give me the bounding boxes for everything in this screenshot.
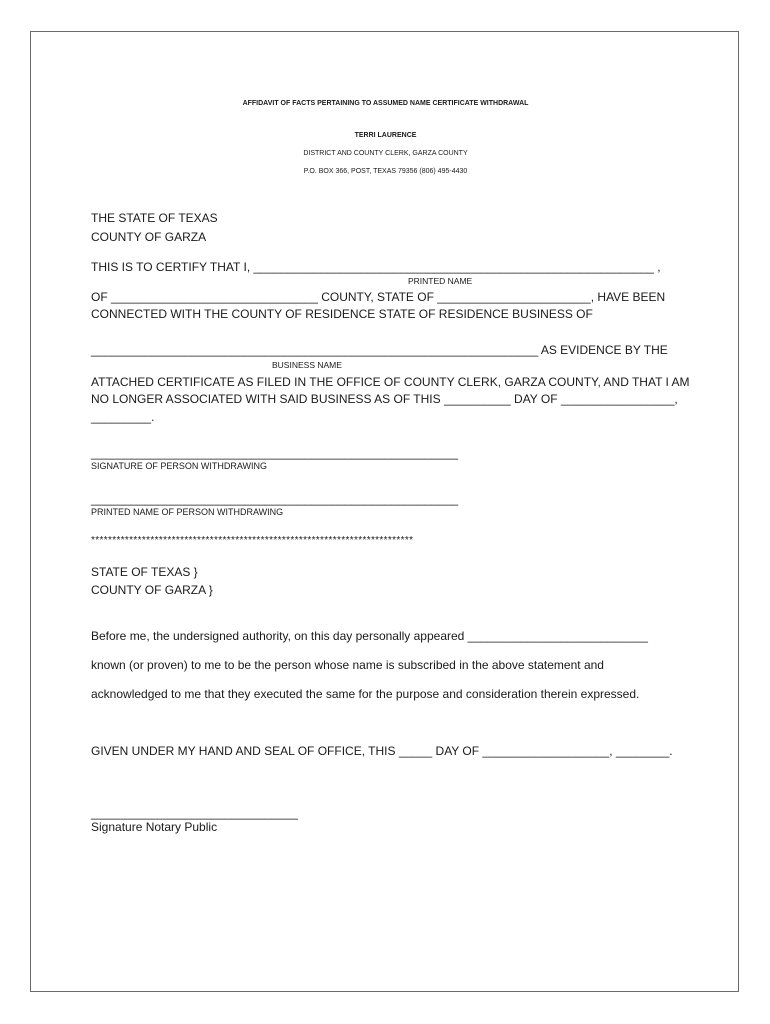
printed-name-caption: PRINTED NAME <box>408 276 473 286</box>
certify-line-7: _________. <box>91 410 155 424</box>
printed-name-line: _______________________________________________________ <box>91 492 459 506</box>
venue-state: THE STATE OF TEXAS <box>91 211 218 225</box>
notary-paragraph-2: known (or proven) to me to be the person whose name is subscribed in the above statement and <box>91 658 604 672</box>
certify-line-2: OF _______________________________ COUNTY, STATE OF _______________________, HAVE BEEN <box>91 290 666 304</box>
certify-line-6: NO LONGER ASSOCIATED WITH SAID BUSINESS AS OF THIS __________ DAY OF _________________, <box>91 392 678 406</box>
section-divider: **************************************************************************** <box>91 535 414 546</box>
signature-caption: SIGNATURE OF PERSON WITHDRAWING <box>91 461 268 471</box>
notary-county: COUNTY OF GARZA } <box>91 583 213 597</box>
certify-line-4: ___________________________________________________________________ AS EVIDENCE BY THE <box>91 343 668 357</box>
certify-line-5: ATTACHED CERTIFICATE AS FILED IN THE OFFICE OF COUNTY CLERK, GARZA COUNTY, AND THAT I AM <box>91 375 690 389</box>
business-name-caption: BUSINESS NAME <box>272 360 342 370</box>
notary-signature-caption: Signature Notary Public <box>91 820 218 834</box>
signature-line: _______________________________________________________ <box>91 446 459 460</box>
clerk-name: TERRI LAURENCE <box>354 132 417 139</box>
printed-name-caption-2: PRINTED NAME OF PERSON WITHDRAWING <box>91 507 284 517</box>
given-under-hand: GIVEN UNDER MY HAND AND SEAL OF OFFICE, THIS _____ DAY OF ___________________, ________. <box>91 744 673 758</box>
certify-line-1: THIS IS TO CERTIFY THAT I, ____________________________________________________________ , <box>91 260 661 274</box>
clerk-address: P.O. BOX 366, POST, TEXAS 79356 (806) 495-4430 <box>303 168 468 175</box>
notary-paragraph-3: acknowledged to me that they executed the same for the purpose and consideration therein expressed. <box>91 687 640 701</box>
venue-county: COUNTY OF GARZA <box>91 230 207 244</box>
certify-line-3: CONNECTED WITH THE COUNTY OF RESIDENCE STATE OF RESIDENCE BUSINESS OF <box>91 307 593 321</box>
notary-state: STATE OF TEXAS } <box>91 565 198 579</box>
clerk-office: DISTRICT AND COUNTY CLERK, GARZA COUNTY <box>303 150 468 157</box>
document-title: AFFIDAVIT OF FACTS PERTAINING TO ASSUMED NAME CERTIFICATE WITHDRAWAL <box>242 100 529 107</box>
notary-paragraph-1: Before me, the undersigned authority, on this day personally appeared ___________________________ <box>91 629 648 643</box>
document-page <box>30 31 739 992</box>
notary-signature-line: _______________________________ <box>91 806 298 820</box>
